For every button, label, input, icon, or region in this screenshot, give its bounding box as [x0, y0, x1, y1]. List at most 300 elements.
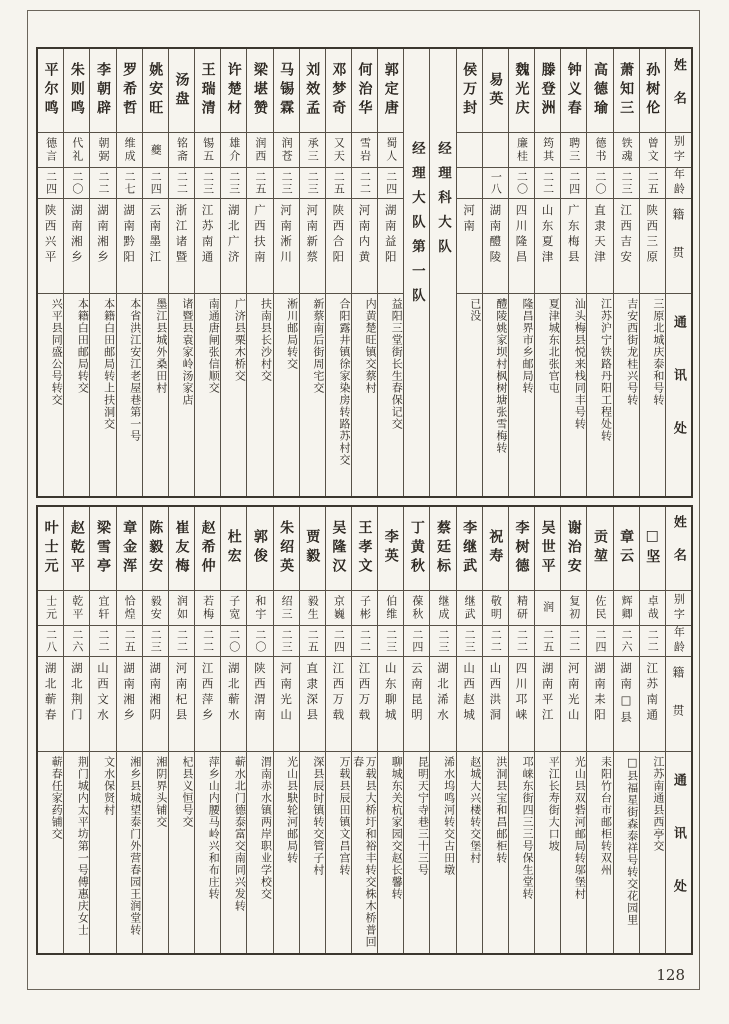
- entry-origin: 江苏南通: [645, 661, 660, 724]
- name-cell: [247, 507, 272, 591]
- address-cell: 汕头梅县悦来栈同丰号转: [573, 298, 587, 430]
- address-cell: 萍乡山内腰马岭兴和布庄转: [207, 755, 221, 900]
- name-cell: [221, 507, 246, 591]
- section-column: [403, 49, 429, 496]
- entry-origin: 湖南湘乡: [122, 661, 137, 724]
- age-cell: [195, 168, 220, 199]
- entry-name: 孙树伦: [644, 62, 661, 119]
- entry-column: [586, 49, 612, 496]
- address-cell: □县福星街森泰祥号转交花园里: [625, 755, 639, 926]
- age-cell: [509, 168, 534, 199]
- row-label-text: 姓名: [670, 57, 686, 124]
- origin-cell: [378, 657, 403, 752]
- name-cell: [378, 49, 403, 133]
- zi-cell: [640, 133, 665, 168]
- age-cell: [247, 168, 272, 199]
- entry-origin: 云南昆明: [409, 661, 424, 724]
- address-cell: 内黄楚旺镇交蔡村: [364, 298, 378, 394]
- zi-cell: [404, 591, 429, 626]
- entry-column: [639, 49, 665, 496]
- entry-age: 二六: [70, 628, 84, 653]
- entry-zi: 毅安: [149, 594, 163, 621]
- entry-zi: 若梅: [201, 594, 215, 621]
- entry-zi: 宜轩: [96, 594, 110, 621]
- origin-cell: [221, 199, 246, 294]
- entry-age: 二五: [332, 171, 346, 195]
- zi-cell: [274, 133, 299, 168]
- entry-zi: 辉卿: [620, 594, 634, 621]
- address-cell: 兴平县同盛公号转交: [50, 298, 64, 406]
- entry-age: 二四: [332, 628, 346, 653]
- row-label-text: 年龄: [672, 625, 686, 656]
- entry-zi: 乾平: [70, 594, 84, 621]
- origin-cell: [614, 199, 639, 294]
- entry-name: □坚: [644, 528, 661, 568]
- address-cell: 诸暨县袁家岭汤家店: [181, 298, 195, 406]
- entry-age: 二三: [280, 171, 294, 195]
- entry-column: [560, 49, 586, 496]
- zi-cell: [483, 133, 508, 168]
- age-cell: [483, 168, 508, 199]
- name-cell: [326, 49, 351, 133]
- entry-origin: 云南墨江: [148, 204, 163, 266]
- zi-cell: [535, 133, 560, 168]
- zi-cell: [587, 591, 612, 626]
- name-cell: [457, 507, 482, 591]
- origin-cell: [457, 657, 482, 752]
- entry-column: [246, 49, 272, 496]
- entry-name: 滕登洲: [539, 62, 556, 119]
- name-cell: [169, 49, 194, 133]
- age-cell: [274, 168, 299, 199]
- entry-name: 赵希仲: [199, 519, 216, 577]
- origin-cell: [352, 657, 377, 752]
- name-cell: [535, 49, 560, 133]
- entry-column: [63, 49, 89, 496]
- entry-name: 钟义春: [565, 62, 582, 119]
- age-cell: [326, 626, 351, 657]
- entry-name: 梁堪赞: [251, 62, 268, 119]
- origin-cell: [247, 657, 272, 752]
- entry-column: [586, 507, 612, 954]
- zi-cell: [195, 133, 220, 168]
- zi-cell: [143, 591, 168, 626]
- entry-name: 马锡霖: [278, 62, 295, 119]
- age-cell: [614, 168, 639, 199]
- entry-zi: 蜀人: [384, 137, 398, 163]
- origin-cell: [535, 199, 560, 294]
- age-cell: [326, 168, 351, 199]
- address-cell: 新蔡南后街周宅交: [311, 298, 325, 394]
- origin-cell: [300, 657, 325, 752]
- entry-age: 二三: [384, 628, 398, 653]
- entry-origin: 湖南湘乡: [69, 204, 84, 266]
- name-cell: [117, 49, 142, 133]
- row-label-text: 年龄: [672, 168, 686, 198]
- zi-cell: [378, 591, 403, 626]
- zi-cell: [90, 591, 115, 626]
- address-cell: 醴陵姚家坝村枫树塘张雪梅转: [494, 298, 508, 454]
- entry-column: [613, 507, 639, 954]
- entry-origin: 四川邛崃: [514, 661, 529, 724]
- name-cell: [143, 49, 168, 133]
- age-cell: [561, 168, 586, 199]
- entry-age: 二五: [646, 171, 660, 195]
- zi-cell: [483, 591, 508, 626]
- name-cell: [430, 507, 455, 591]
- entry-age: 二二: [358, 628, 372, 653]
- entry-origin: 广东梅县: [566, 204, 581, 266]
- address-cell: 江苏南通县西亭交: [651, 755, 665, 852]
- name-cell: [483, 49, 508, 133]
- name-cell: [457, 49, 482, 133]
- entry-age: 二三: [201, 171, 215, 195]
- entry-column: [38, 507, 63, 954]
- entry-column: [639, 507, 665, 954]
- entry-column: [273, 49, 299, 496]
- entry-name: 汤盘: [173, 71, 190, 110]
- name-cell: [195, 49, 220, 133]
- zi-cell: [143, 133, 168, 168]
- entry-name: 朱绍英: [278, 519, 295, 577]
- name-cell: [195, 507, 220, 591]
- row-label-text: 姓名: [670, 515, 686, 581]
- entry-name: 李继武: [461, 519, 478, 577]
- entry-origin: 湖南醴陵: [488, 204, 503, 266]
- origin-cell: [483, 657, 508, 752]
- origin-cell: [430, 657, 455, 752]
- entry-zi: 毅生: [306, 594, 320, 621]
- origin-cell: [378, 199, 403, 294]
- entry-zi: 聘三: [567, 137, 581, 163]
- address-cell: 光山县双砦河邮局转邬堡村: [573, 755, 587, 900]
- entry-origin: 江西吉安: [619, 204, 634, 266]
- address-cell: 光山县駃轮河邮局转: [285, 755, 299, 864]
- entry-zi: 绍三: [280, 594, 294, 621]
- entry-origin: 河南内黄: [357, 204, 372, 266]
- name-cell: [169, 507, 194, 591]
- entry-age: 二三: [227, 171, 241, 195]
- zi-cell: [457, 133, 482, 168]
- address-cell: 江苏沪宁铁路丹阳工程处转: [599, 298, 613, 442]
- entry-zi: 润: [541, 601, 555, 614]
- entry-column: [508, 49, 534, 496]
- address-cell: 昆明天宁寺巷三十三号: [416, 755, 430, 876]
- address-cell: 南通唐闸张信顺交: [207, 298, 221, 394]
- name-cell: [640, 49, 665, 133]
- entry-age: 二三: [280, 628, 294, 653]
- entry-zi: 代礼: [70, 137, 84, 163]
- origin-cell: [300, 199, 325, 294]
- zi-cell: [640, 591, 665, 626]
- origin-cell: [169, 657, 194, 752]
- address-cell: 浠水坞鸣河转交古田墩: [442, 755, 456, 876]
- entry-age: 二〇: [593, 171, 607, 195]
- age-cell: [404, 626, 429, 657]
- entry-origin: 江苏南通: [200, 204, 215, 266]
- origin-cell: [143, 657, 168, 752]
- entry-name: 梁雪亭: [94, 519, 111, 577]
- entry-zi: 伯维: [384, 594, 398, 621]
- origin-cell: [38, 657, 63, 752]
- entry-name: 许楚材: [225, 62, 242, 119]
- origin-cell: [509, 657, 534, 752]
- entry-origin: 湖北蕲春: [43, 661, 58, 724]
- entry-age: 二五: [123, 628, 137, 653]
- origin-cell: [117, 199, 142, 294]
- entry-age: 二四: [593, 628, 607, 653]
- entry-column: [273, 507, 299, 954]
- entry-zi: 继成: [437, 594, 451, 621]
- entry-origin: 河南光山: [279, 661, 294, 724]
- entry-age: 二三: [463, 628, 477, 653]
- entry-name: 罗希哲: [121, 62, 138, 119]
- name-cell: [300, 507, 325, 591]
- entry-zi: 复初: [567, 594, 581, 621]
- entry-column: [142, 507, 168, 954]
- entry-age: 二二: [175, 628, 189, 653]
- zi-cell: [587, 133, 612, 168]
- name-cell: [38, 507, 63, 591]
- entry-zi: 德书: [593, 137, 607, 163]
- entry-zi: 锡五: [201, 137, 215, 163]
- entry-name: 郭定唐: [382, 62, 399, 119]
- name-cell: [587, 49, 612, 133]
- entry-origin: 湖北蕲水: [226, 661, 241, 724]
- entry-name: 叶士元: [42, 519, 59, 577]
- row-label-cell: [666, 657, 691, 752]
- entry-origin: 江西万载: [331, 661, 346, 724]
- entry-name: 侯万封: [461, 62, 478, 119]
- origin-cell: [274, 657, 299, 752]
- entry-name: 吴隆汉: [330, 519, 347, 577]
- zi-cell: [221, 591, 246, 626]
- name-cell: [326, 507, 351, 591]
- name-cell: [614, 49, 639, 133]
- age-cell: [300, 626, 325, 657]
- age-cell: [143, 626, 168, 657]
- entry-age: 二二: [567, 628, 581, 653]
- address-cell: 合阳露井镇徐家染房转路苏村交: [337, 298, 351, 466]
- zi-cell: [300, 133, 325, 168]
- row-label-cell: [666, 199, 691, 294]
- age-cell: [169, 626, 194, 657]
- entry-name: 章云: [618, 529, 635, 567]
- name-cell: [587, 507, 612, 591]
- entry-name: 高德瑜: [591, 62, 608, 119]
- origin-cell: [640, 657, 665, 752]
- address-cell: 深县辰时镇转交管子村: [311, 755, 325, 876]
- origin-cell: [64, 657, 89, 752]
- entry-origin: 浙江诸暨: [174, 204, 189, 266]
- entry-origin: 山西赵城: [462, 661, 477, 724]
- entry-column: [116, 49, 142, 496]
- entry-column: [63, 507, 89, 954]
- entry-age: 二四: [567, 171, 581, 195]
- entry-zi: 铁魂: [620, 137, 634, 163]
- address-cell: 吉安西街龙桂兴号转: [625, 298, 639, 406]
- entry-zi: 润苍: [280, 137, 294, 163]
- section-label-text: 经理科大队: [435, 141, 452, 264]
- entry-column: [116, 507, 142, 954]
- age-cell: [457, 168, 482, 199]
- entry-origin: 陕西渭南: [252, 661, 267, 724]
- row-label-cell: [666, 507, 691, 591]
- address-cell: 洪洞县宝和昌邮柜转: [494, 755, 508, 864]
- origin-cell: [117, 657, 142, 752]
- entry-zi: 润如: [175, 594, 189, 621]
- address-cell: 荆门城内太平坊第一号傅惠庆女士: [76, 755, 90, 936]
- entry-column: [325, 507, 351, 954]
- age-cell: [247, 626, 272, 657]
- entry-column: [246, 507, 272, 954]
- entry-column: [168, 507, 194, 954]
- entry-age: 二〇: [70, 171, 84, 195]
- entry-zi: 德言: [44, 137, 58, 163]
- entry-zi: 雪岩: [358, 137, 372, 163]
- entry-name: 郭俊: [251, 529, 268, 567]
- section-label-cell: [404, 49, 429, 496]
- entry-zi: 卓哉: [646, 594, 660, 621]
- origin-cell: [195, 657, 220, 752]
- entry-column: [403, 507, 429, 954]
- entry-column: [351, 507, 377, 954]
- entry-age: 二七: [123, 171, 137, 195]
- zi-cell: [117, 133, 142, 168]
- entry-origin: 江西万载: [357, 661, 372, 724]
- name-cell: [143, 507, 168, 591]
- entry-zi: 夔: [149, 143, 163, 157]
- row-label-cell: [666, 626, 691, 657]
- entry-name: 赵乾平: [68, 519, 85, 577]
- name-cell: [64, 49, 89, 133]
- name-cell: [38, 49, 63, 133]
- entry-zi: 承三: [306, 137, 320, 163]
- entry-age: 二三: [149, 628, 163, 653]
- address-cell: 聊城东关杭家园交赵长馨转: [390, 755, 404, 900]
- origin-cell: [64, 199, 89, 294]
- entry-zi: 子宽: [227, 594, 241, 621]
- zi-cell: [247, 133, 272, 168]
- name-cell: [640, 507, 665, 591]
- row-label-cell: [666, 49, 691, 133]
- address-cell: 广济县栗木桥交: [233, 298, 247, 382]
- entry-name: 刘效孟: [304, 62, 321, 119]
- address-cell: 文水保贤村: [102, 755, 116, 816]
- entry-origin: 山西文水: [95, 661, 110, 724]
- zi-cell: [561, 591, 586, 626]
- address-cell: 本籍白田邮局转上扶洞交: [102, 298, 116, 430]
- zi-cell: [352, 133, 377, 168]
- name-cell: [404, 507, 429, 591]
- entry-name: 吴世平: [539, 519, 556, 577]
- origin-cell: [274, 199, 299, 294]
- entry-column: [299, 507, 325, 954]
- entry-column: [534, 507, 560, 954]
- age-cell: [535, 168, 560, 199]
- entry-column: [560, 507, 586, 954]
- address-cell: 万载县辰田镇文昌宫转: [337, 755, 351, 876]
- name-cell: [483, 507, 508, 591]
- zi-cell: [64, 591, 89, 626]
- entry-origin: 山东夏津: [540, 204, 555, 266]
- address-cell: 隆昌界市乡邮局转: [521, 298, 535, 394]
- entry-age: 二二: [96, 171, 110, 195]
- name-cell: [247, 49, 272, 133]
- entry-name: 王瑞清: [199, 62, 216, 119]
- entry-age: 二四: [44, 171, 58, 195]
- entry-column: [220, 507, 246, 954]
- name-cell: [561, 507, 586, 591]
- zi-cell: [326, 133, 351, 168]
- age-cell: [300, 168, 325, 199]
- entry-name: 贾毅: [304, 529, 321, 567]
- row-label-cell: [666, 133, 691, 168]
- entry-age: 二二: [358, 171, 372, 195]
- address-cell: 淅川邮局转交: [285, 298, 299, 370]
- entry-name: 平尔鸣: [42, 62, 59, 119]
- origin-cell: [143, 199, 168, 294]
- age-cell: [221, 626, 246, 657]
- address-cell: 蕲春任家药铺交: [50, 755, 64, 840]
- entry-zi: 精研: [515, 594, 529, 621]
- origin-cell: [535, 657, 560, 752]
- origin-cell: [561, 199, 586, 294]
- address-cell: 益阳三堂街长生春保记交: [390, 298, 404, 430]
- entry-name: 丁黄秋: [408, 519, 425, 577]
- row-label-cell: [666, 752, 691, 954]
- entry-column: [482, 507, 508, 954]
- address-cell: 已没: [468, 298, 482, 322]
- row-label-cell: [666, 294, 691, 496]
- address-cell: 湘乡县城望泰门外营春园王润堂转: [128, 755, 142, 936]
- zi-cell: [535, 591, 560, 626]
- entry-zi: 朝弼: [96, 137, 110, 163]
- directory-table-top: [36, 47, 693, 498]
- zi-cell: [352, 591, 377, 626]
- age-cell: [457, 626, 482, 657]
- entry-zi: 佐民: [593, 594, 607, 621]
- address-cell: 夏津城东北张官屯: [547, 298, 561, 394]
- origin-cell: [561, 657, 586, 752]
- entry-origin: 河南淅川: [279, 204, 294, 266]
- entry-name: 杜宏: [225, 529, 242, 567]
- entry-name: 章金浑: [121, 519, 138, 577]
- age-cell: [221, 168, 246, 199]
- entry-origin: 陕西合阳: [331, 204, 346, 266]
- origin-cell: [587, 657, 612, 752]
- section-label-cell: [430, 49, 455, 496]
- section-label-text: 经理大队第一队: [408, 141, 425, 313]
- name-cell: [117, 507, 142, 591]
- entry-name: 朱则鸣: [68, 62, 85, 119]
- origin-cell: [221, 657, 246, 752]
- name-cell: [378, 507, 403, 591]
- name-cell: [274, 507, 299, 591]
- zi-cell: [326, 591, 351, 626]
- entry-name: 王孝文: [356, 519, 373, 577]
- origin-cell: [587, 199, 612, 294]
- origin-cell: [169, 199, 194, 294]
- entry-name: 蔡廷标: [435, 519, 452, 577]
- entry-origin: 陕西兴平: [43, 204, 58, 266]
- entry-age: 二〇: [253, 628, 267, 653]
- entry-zi: 润西: [253, 137, 267, 163]
- name-cell: [90, 49, 115, 133]
- entry-column: [377, 507, 403, 954]
- origin-cell: [90, 657, 115, 752]
- entry-origin: 山西洪洞: [488, 661, 503, 724]
